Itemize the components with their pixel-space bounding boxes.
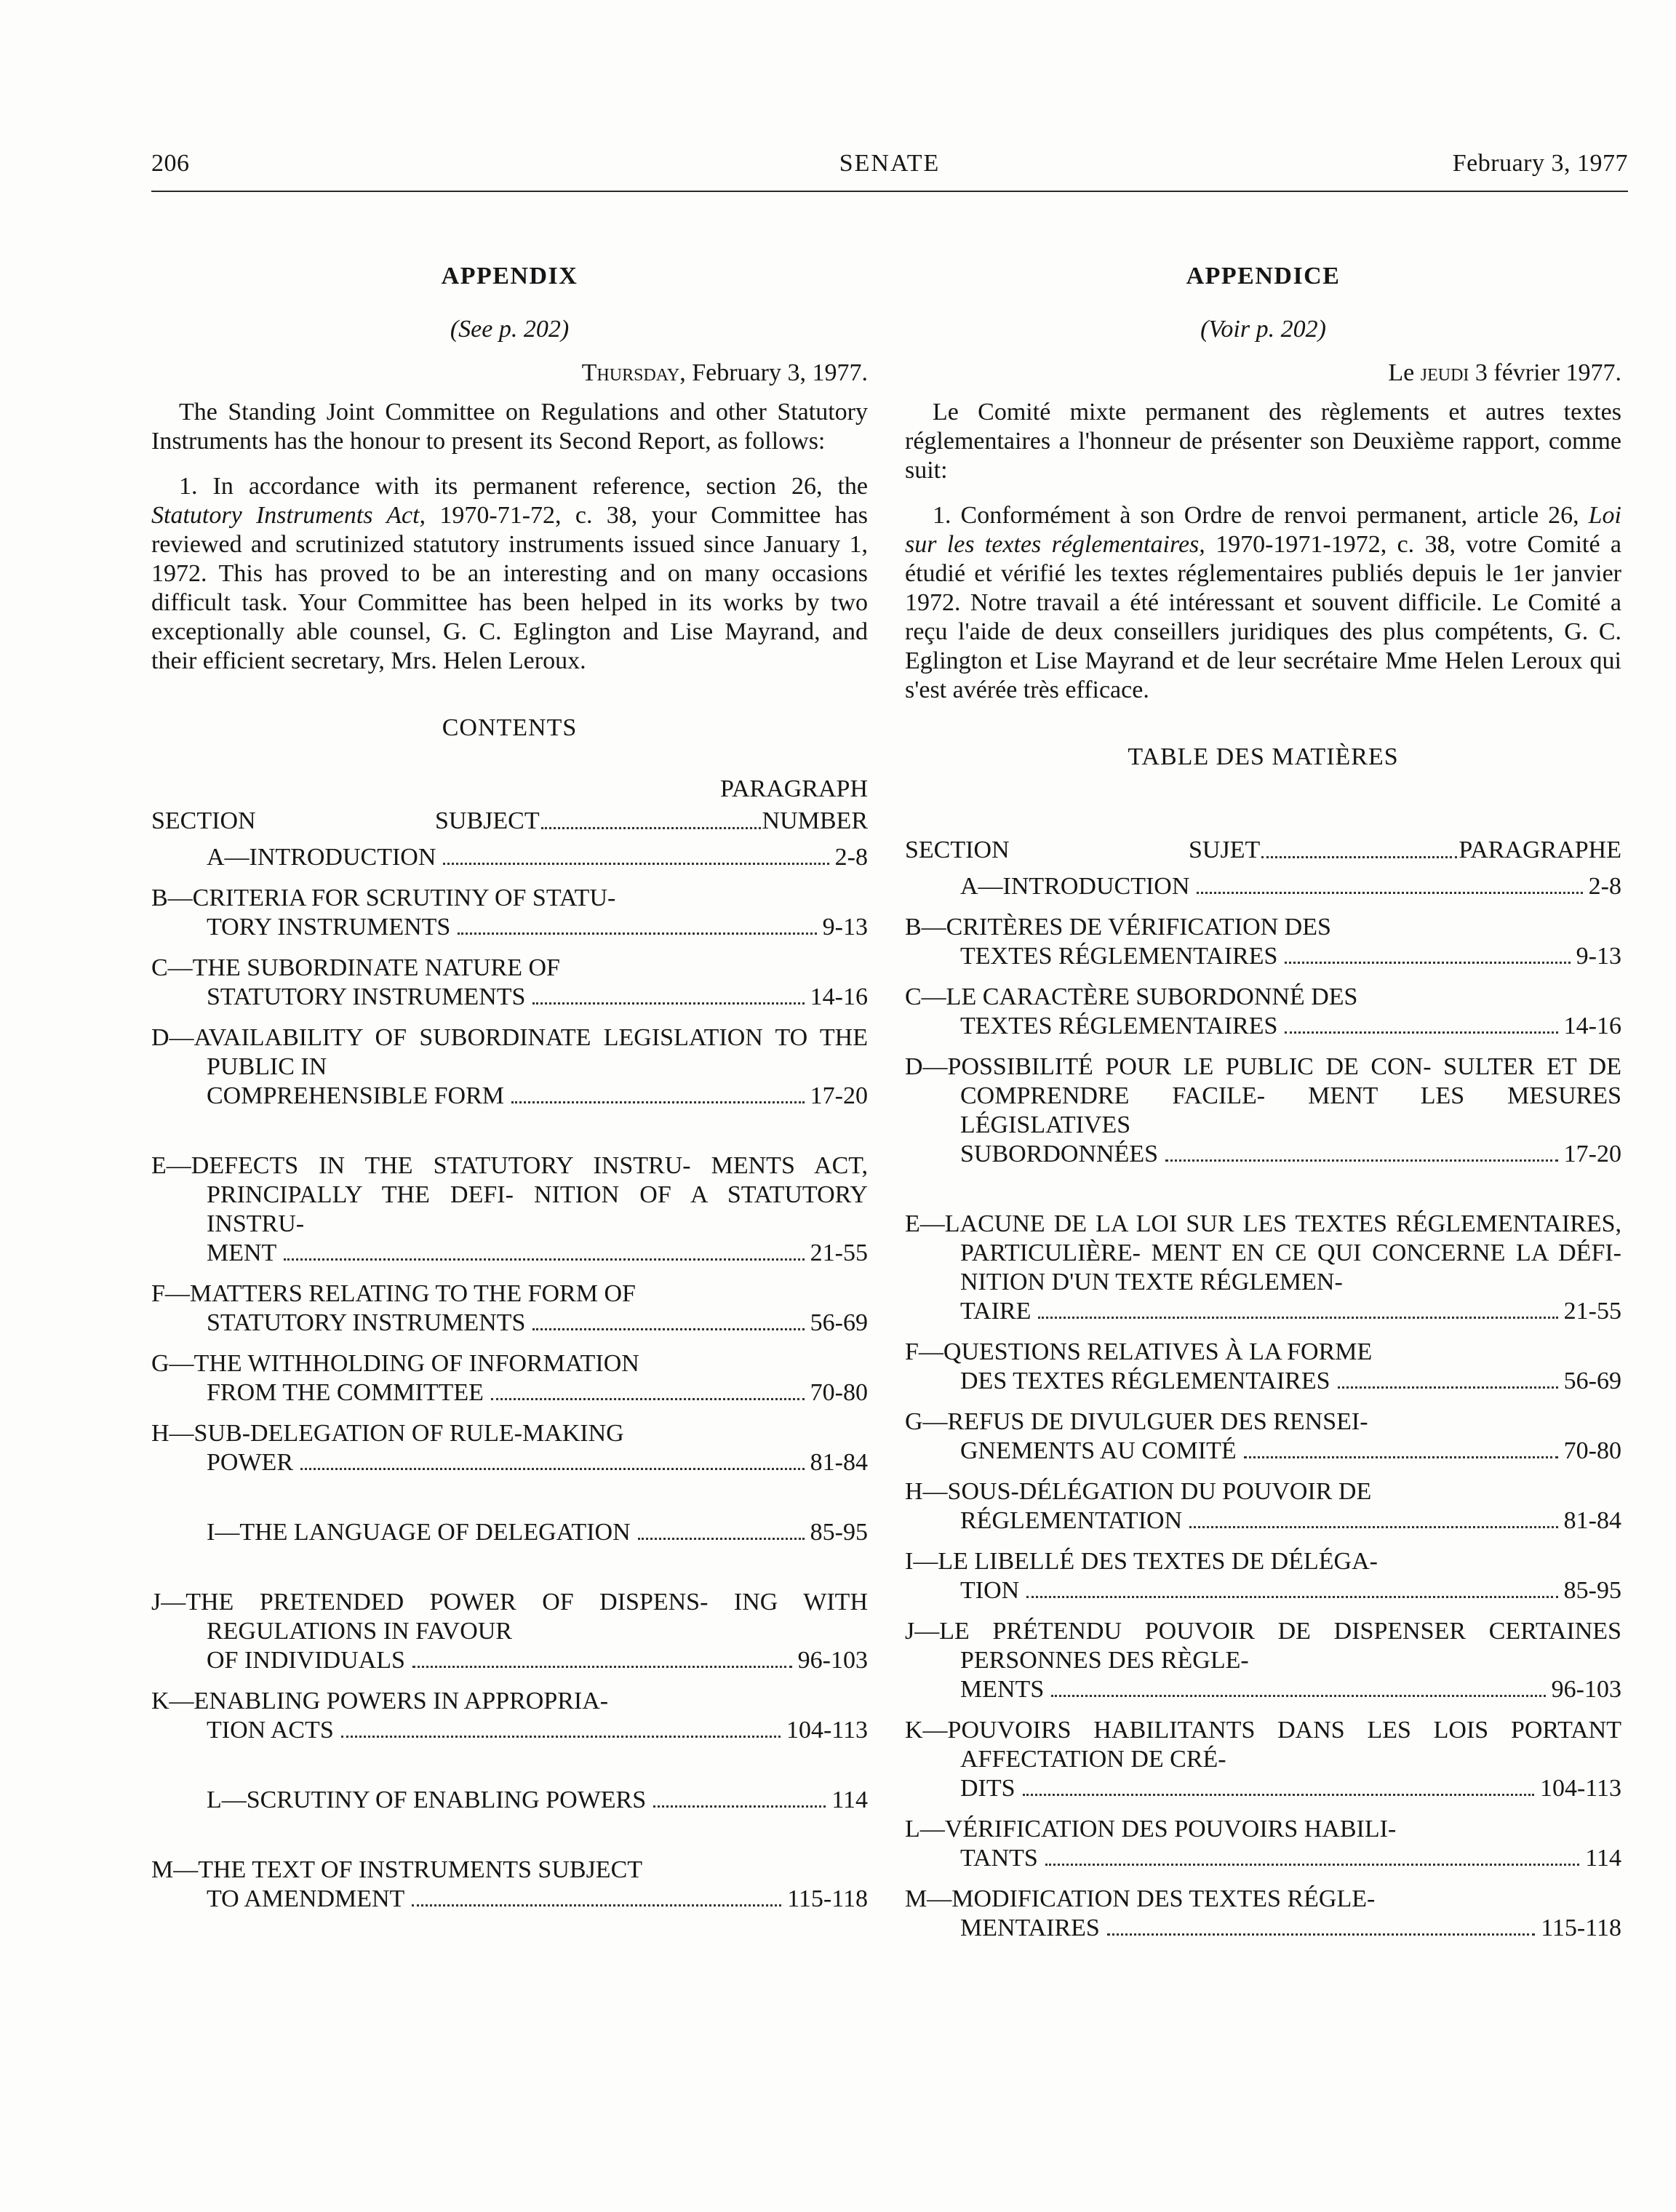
- toc-entry: [905, 1053, 1621, 1169]
- toc-entry-title: I—LE LIBELLÉ DES TEXTES DE DÉLÉGA-: [905, 1548, 1378, 1575]
- toc-paragraph-range: 56-69: [1563, 1367, 1621, 1394]
- toc-entry-title: A—INTRODUCTION: [207, 844, 436, 871]
- toc-entry-title: G—REFUS DE DIVULGUER DES RENSEI-: [905, 1408, 1368, 1435]
- leader-dots: [1038, 1317, 1557, 1319]
- toc-entry-title: B—CRITÈRES DE VÉRIFICATION DES: [905, 914, 1331, 941]
- toc-paragraph-range: 56-69: [810, 1309, 868, 1336]
- toc-entry: [151, 1518, 868, 1547]
- toc-entry-title: G—THE WITHHOLDING OF INFORMATION: [151, 1350, 639, 1377]
- toc-entry: [905, 1617, 1621, 1704]
- toc-entry: [905, 1885, 1621, 1943]
- loi-title: Loi sur les textes réglementaires,: [905, 502, 1621, 558]
- toc-entry-title: M—THE TEXT OF INSTRUMENTS SUBJECT: [151, 1856, 643, 1883]
- leader-dots: [1338, 1386, 1558, 1389]
- body-paragraph-a: 1. In accordance with its permanent reference, section 26, the: [179, 473, 868, 500]
- toc-entry-title: L—SCRUTINY OF ENABLING POWERS: [207, 1786, 647, 1813]
- leader-dots: [1285, 962, 1570, 964]
- toc-entry-title: E—LACUNE DE LA LOI SUR LES TEXTES RÉGLEMENTAIRES, PARTICULIÈRE- MENT EN CE QUI CONCERNE LA DÉFI- NITION D'UN TEXTE RÉGLEMEN-: [905, 1210, 1621, 1295]
- leader-dots: [341, 1736, 781, 1738]
- body-paragraph-fr-a: 1. Conformément à son Ordre de renvoi permanent, article 26,: [933, 502, 1589, 529]
- toc-entry: [905, 1716, 1621, 1803]
- toc-entry-title: D—POSSIBILITÉ POUR LE PUBLIC DE CON- SULTER ET DE COMPRENDRE FACILE- MENT LES MESURES LÉGISLATIVES: [905, 1053, 1621, 1138]
- toc-paragraph-range: 85-95: [1563, 1577, 1621, 1604]
- toc-entry-title-end: TO AMENDMENT: [207, 1885, 405, 1912]
- toc-paragraph-range: 104-113: [786, 1717, 868, 1744]
- french-column: [905, 258, 1621, 1943]
- toc-entry-title-end: COMPREHENSIBLE FORM: [207, 1082, 505, 1109]
- toc-entry: [151, 1023, 868, 1111]
- leader-dots: [532, 1002, 804, 1005]
- body-paragraph-fr: [905, 501, 1621, 705]
- toc-entry-title: H—SOUS-DÉLÉGATION DU POUVOIR DE: [905, 1478, 1372, 1505]
- see-reference: (See p. 202): [450, 316, 570, 343]
- toc-col-sujet: SUJET: [1189, 837, 1261, 863]
- toc-header-fr: [905, 804, 1621, 865]
- leader-dots: [541, 807, 761, 829]
- toc-paragraph-range: 70-80: [1563, 1437, 1621, 1464]
- voir-reference: (Voir p. 202): [1200, 316, 1326, 343]
- toc-entry-title-end: MENTS: [960, 1676, 1045, 1703]
- toc-entry: [151, 954, 868, 1012]
- act-title: Statutory Instruments Act,: [151, 502, 426, 529]
- leader-dots: [638, 1538, 805, 1540]
- toc-entry-title-end: TEXTES RÉGLEMENTAIRES: [960, 943, 1278, 970]
- toc-entry: [151, 843, 868, 872]
- toc-entry: [905, 913, 1621, 971]
- toc-entry-title-end: DES TEXTES RÉGLEMENTAIRES: [960, 1367, 1330, 1394]
- toc-col-number: NUMBER: [762, 807, 868, 834]
- toc-paragraph-range: 114: [1585, 1845, 1621, 1872]
- toc-paragraph-range: 104-113: [1539, 1775, 1621, 1802]
- toc-entry-title-end: GNEMENTS AU COMITÉ: [960, 1437, 1237, 1464]
- running-head: [151, 149, 1628, 185]
- leader-dots: [300, 1468, 805, 1470]
- toc-entry-title-end: POWER: [207, 1449, 293, 1476]
- toc-entry-title: H—SUB-DELEGATION OF RULE-MAKING: [151, 1420, 624, 1447]
- running-date: February 3, 1977: [1452, 150, 1628, 177]
- toc-entry-title-end: OF INDIVIDUALS: [207, 1647, 405, 1674]
- toc-entry: [905, 1815, 1621, 1873]
- toc-col-paragraphe: PARAGRAPHE: [1458, 837, 1621, 863]
- toc-entry-title-end: TEXTES RÉGLEMENTAIRES: [960, 1013, 1278, 1039]
- toc-paragraph-range: 70-80: [810, 1379, 868, 1406]
- body-paragraph-fr-b: 1970-1971-1972, c. 38, votre Comité a étudié et vérifié les textes réglementaires publiés depuis le 1er janvier 1972. Notre travail a été intéressant et souvent difficile. Le Comité a reçu l'aide de deux conseillers juridiques des plus compétents, G. C. Eglington et Lise Mayrand et de leur secrétaire Mme Helen Leroux qui s'est avérée très efficace.: [905, 531, 1621, 703]
- toc-entry-title: M—MODIFICATION DES TEXTES RÉGLE-: [905, 1885, 1376, 1912]
- toc-entry-title-end: MENTAIRES: [960, 1914, 1100, 1941]
- leader-dots: [1107, 1933, 1535, 1936]
- toc-entry-title: C—LE CARACTÈRE SUBORDONNÉ DES: [905, 983, 1358, 1010]
- leader-dots: [1045, 1864, 1579, 1866]
- toc-entry-title-end: TAIRE: [960, 1298, 1031, 1325]
- toc-entry-title-end: FROM THE COMMITTEE: [207, 1379, 484, 1406]
- toc-col-subject: SUBJECT: [435, 807, 540, 834]
- leader-dots: [412, 1666, 792, 1668]
- body-paragraph: [151, 472, 868, 676]
- toc-entry-title: L—VÉRIFICATION DES POUVOIRS HABILI-: [905, 1816, 1397, 1842]
- leader-dots: [1261, 836, 1457, 858]
- leader-dots: [443, 863, 829, 865]
- contents-title: CONTENTS: [442, 714, 578, 741]
- toc-entry-title-end: TION ACTS: [207, 1717, 334, 1744]
- toc-paragraph-range: 85-95: [810, 1519, 868, 1546]
- toc-entry: [151, 884, 868, 942]
- toc-col-paragraph: PARAGRAPH: [720, 775, 868, 802]
- toc-entry-title-end: DITS: [960, 1775, 1015, 1802]
- toc-entry-title-end: SUBORDONNÉES: [960, 1141, 1159, 1167]
- toc-entry-title-end: TANTS: [960, 1845, 1038, 1872]
- leader-dots: [284, 1258, 804, 1261]
- toc-entry-title: E—DEFECTS IN THE STATUTORY INSTRU- MENTS ACT, PRINCIPALLY THE DEFI- NITION OF A STATUTORY INSTRU-: [151, 1152, 868, 1237]
- toc-entry: [151, 1588, 868, 1675]
- dateline: [151, 359, 868, 388]
- leader-dots: [1023, 1794, 1534, 1796]
- leader-dots: [412, 1904, 781, 1906]
- toc-paragraph-range: 17-20: [1563, 1141, 1621, 1167]
- toc-paragraph-range: 9-13: [1576, 943, 1621, 970]
- toc-entry-title: C—THE SUBORDINATE NATURE OF: [151, 954, 560, 981]
- toc-paragraph-range: 2-8: [834, 844, 868, 871]
- leader-dots: [458, 933, 816, 935]
- toc-entry: [905, 1547, 1621, 1605]
- appendice-heading: APPENDICE: [1186, 263, 1341, 290]
- dateline-fr-prefix: Le: [1388, 359, 1421, 386]
- toc-entry: [151, 1151, 868, 1268]
- toc-entry-title-end: STATUTORY INSTRUMENTS: [207, 983, 526, 1010]
- leader-dots: [1026, 1596, 1557, 1598]
- dateline-fr-date: 3 février 1977.: [1469, 359, 1621, 386]
- toc-entry-title-end: MENT: [207, 1239, 277, 1266]
- toc-paragraph-range: 96-103: [1551, 1676, 1621, 1703]
- table-des-matieres-title: TABLE DES MATIÈRES: [1128, 743, 1399, 770]
- intro-paragraph: The Standing Joint Committee on Regulations and other Statutory Instruments has the honour to present its Second Report, as follows:: [151, 399, 868, 455]
- toc-entry: [151, 1786, 868, 1815]
- toc-entry-title: J—THE PRETENDED POWER OF DISPENS- ING WITH REGULATIONS IN FAVOUR: [151, 1589, 868, 1645]
- body-paragraph-b: 1970-71-72, c. 38, your Committee has reviewed and scrutinized statutory instruments issued since January 1, 1972. This has proved to be an interesting and on many occasions difficult task. Your Committee has been helped in its works by two exceptionally able counsel, G. C. Eglington and Lise Mayrand, and their efficient secretary, Mrs. Helen Leroux.: [151, 502, 868, 674]
- toc-paragraph-range: 21-55: [1563, 1298, 1621, 1325]
- toc-header: [151, 775, 868, 836]
- leader-dots: [1189, 1526, 1558, 1528]
- toc-paragraph-range: 81-84: [1563, 1507, 1621, 1534]
- toc-entry-title: D—AVAILABILITY OF SUBORDINATE LEGISLATION TO THE PUBLIC IN: [151, 1024, 868, 1080]
- toc-paragraph-range: 96-103: [797, 1647, 868, 1674]
- toc-paragraph-range: 14-16: [810, 983, 868, 1010]
- toc-col-section: SECTION: [151, 807, 256, 834]
- toc-entry: [151, 1856, 868, 1914]
- dateline-day: Thursday,: [581, 359, 686, 386]
- toc-paragraph-range: 81-84: [810, 1449, 868, 1476]
- running-title: SENATE: [839, 150, 941, 177]
- dateline-fr: [905, 359, 1621, 388]
- toc-entry-title: F—QUESTIONS RELATIVES À LA FORME: [905, 1338, 1373, 1365]
- toc-entry-title-end: STATUTORY INSTRUMENTS: [207, 1309, 526, 1336]
- toc-entry: [905, 872, 1621, 901]
- toc-list-fr: [905, 872, 1621, 1943]
- leader-dots: [491, 1398, 805, 1400]
- appendix-heading: APPENDIX: [441, 263, 578, 290]
- toc-entry: [905, 1477, 1621, 1536]
- toc-col-section-fr: SECTION: [905, 837, 1010, 863]
- toc-paragraph-range: 2-8: [1588, 873, 1621, 900]
- toc-list: [151, 843, 868, 1914]
- toc-paragraph-range: 21-55: [810, 1239, 868, 1266]
- toc-entry: [151, 1687, 868, 1745]
- toc-entry-title: K—POUVOIRS HABILITANTS DANS LES LOIS PORTANT AFFECTATION DE CRÉ-: [905, 1717, 1621, 1773]
- toc-entry-title: J—LE PRÉTENDU POUVOIR DE DISPENSER CERTAINES PERSONNES DES RÈGLE-: [905, 1618, 1621, 1674]
- toc-entry: [905, 983, 1621, 1041]
- leader-dots: [1244, 1456, 1558, 1458]
- intro-paragraph-fr: Le Comité mixte permanent des règlements et autres textes réglementaires a l'honneur de présenter son Deuxième rapport, comme suit:: [905, 399, 1621, 484]
- toc-entry: [905, 1408, 1621, 1466]
- page-number: 206: [151, 150, 190, 177]
- dateline-fr-day: jeudi: [1420, 359, 1469, 386]
- toc-entry-title: K—ENABLING POWERS IN APPROPRIA-: [151, 1688, 609, 1714]
- dateline-date: February 3, 1977.: [685, 359, 868, 386]
- leader-dots: [1285, 1031, 1557, 1034]
- toc-entry: [151, 1279, 868, 1338]
- header-rule: [151, 191, 1628, 192]
- toc-entry-title: B—CRITERIA FOR SCRUTINY OF STATU-: [151, 885, 616, 911]
- leader-dots: [653, 1805, 826, 1808]
- toc-entry-title-end: TION: [960, 1577, 1020, 1604]
- english-column: [151, 258, 868, 1914]
- toc-entry-title-end: RÉGLEMENTATION: [960, 1507, 1183, 1534]
- toc-paragraph-range: 14-16: [1563, 1013, 1621, 1039]
- leader-dots: [511, 1101, 805, 1103]
- toc-paragraph-range: 115-118: [787, 1885, 868, 1912]
- toc-paragraph-range: 115-118: [1541, 1914, 1621, 1941]
- toc-paragraph-range: 17-20: [810, 1082, 868, 1109]
- toc-paragraph-range: 9-13: [822, 914, 868, 941]
- toc-entry: [151, 1349, 868, 1408]
- toc-entry-title: A—INTRODUCTION: [960, 873, 1190, 900]
- leader-dots: [1165, 1159, 1558, 1162]
- toc-entry-title-end: TORY INSTRUMENTS: [207, 914, 451, 941]
- leader-dots: [1051, 1695, 1545, 1697]
- leader-dots: [1197, 892, 1582, 894]
- leader-dots: [532, 1328, 804, 1330]
- toc-entry: [905, 1338, 1621, 1396]
- toc-entry-title: F—MATTERS RELATING TO THE FORM OF: [151, 1280, 636, 1307]
- toc-entry: [151, 1419, 868, 1477]
- toc-paragraph-range: 114: [831, 1786, 868, 1813]
- toc-entry-title: I—THE LANGUAGE OF DELEGATION: [207, 1519, 631, 1546]
- toc-entry: [905, 1210, 1621, 1326]
